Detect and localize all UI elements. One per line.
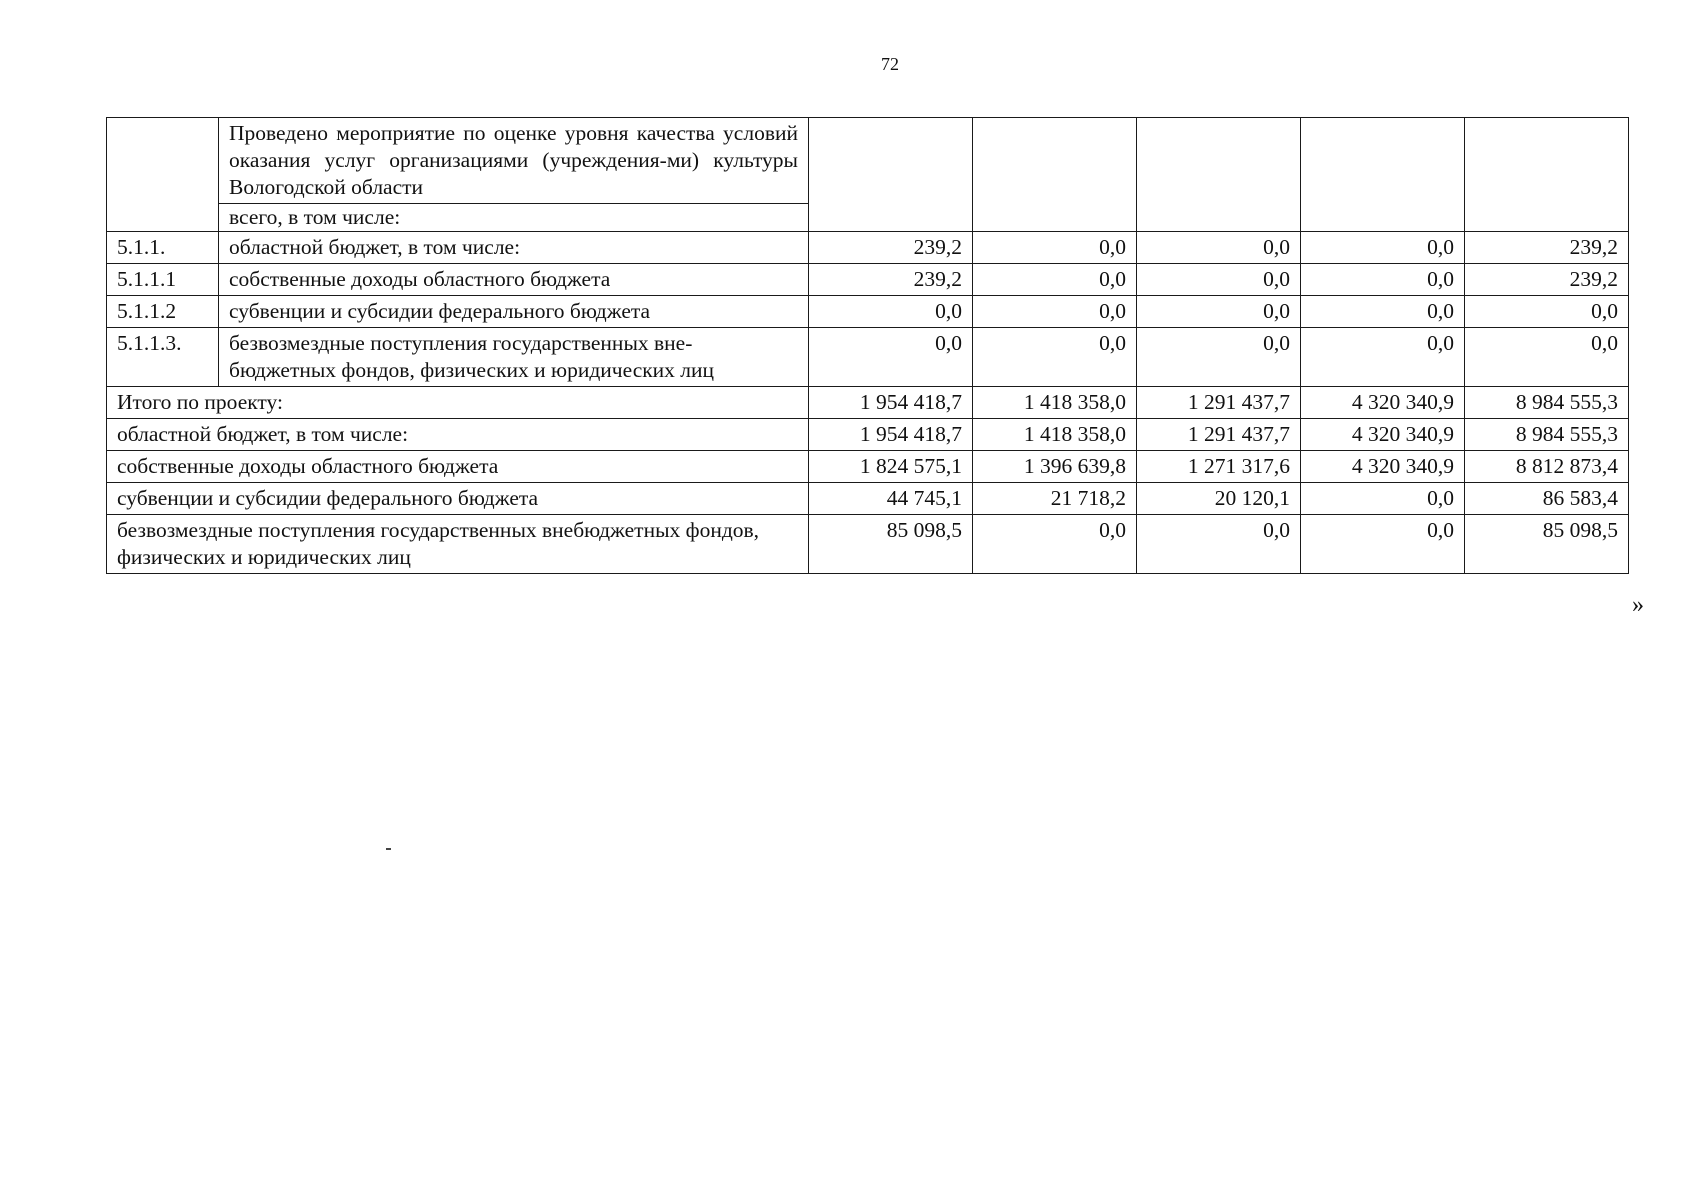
total-value: 0,0: [1137, 515, 1301, 574]
row-value: 239,2: [809, 232, 973, 264]
total-value: 8 984 555,3: [1465, 387, 1629, 419]
table-row: [107, 264, 1629, 296]
row-value: 0,0: [1465, 328, 1629, 387]
total-label: областной бюджет, в том числе:: [107, 419, 809, 451]
row-value: 239,2: [1465, 264, 1629, 296]
total-value: 0,0: [1301, 515, 1465, 574]
row-label: субвенции и субсидии федерального бюджета: [219, 296, 809, 328]
row-value: 0,0: [1137, 328, 1301, 387]
total-value: 8 984 555,3: [1465, 419, 1629, 451]
total-value: 44 745,1: [809, 483, 973, 515]
empty-value-cell: [1137, 118, 1301, 232]
total-value: 0,0: [1301, 483, 1465, 515]
total-value: 1 291 437,7: [1137, 387, 1301, 419]
row-label: собственные доходы областного бюджета: [219, 264, 809, 296]
empty-value-cell: [973, 118, 1137, 232]
row-label: областной бюджет, в том числе:: [219, 232, 809, 264]
total-value: 20 120,1: [1137, 483, 1301, 515]
total-value: 8 812 873,4: [1465, 451, 1629, 483]
row-code: 5.1.1.3.: [107, 328, 219, 387]
total-value: 1 418 358,0: [973, 419, 1137, 451]
row-value: 0,0: [973, 296, 1137, 328]
table-row: [107, 328, 1629, 387]
total-value: 1 271 317,6: [1137, 451, 1301, 483]
row-value: 0,0: [1301, 264, 1465, 296]
measure-code-cell: [107, 118, 219, 232]
total-label: Итого по проекту:: [107, 387, 809, 419]
budget-table: [106, 117, 1629, 574]
total-row: [107, 451, 1629, 483]
total-value: 4 320 340,9: [1301, 451, 1465, 483]
row-value: 0,0: [1301, 296, 1465, 328]
row-value: 239,2: [809, 264, 973, 296]
empty-value-cell: [1301, 118, 1465, 232]
empty-value-cell: [1465, 118, 1629, 232]
empty-value-cell: [809, 118, 973, 232]
row-value: 0,0: [973, 232, 1137, 264]
row-value: 0,0: [1465, 296, 1629, 328]
total-row: [107, 419, 1629, 451]
total-value: 21 718,2: [973, 483, 1137, 515]
total-value: 4 320 340,9: [1301, 419, 1465, 451]
total-value: 4 320 340,9: [1301, 387, 1465, 419]
table-row: [107, 296, 1629, 328]
measure-title-row: [107, 118, 1629, 204]
row-value: 0,0: [1301, 328, 1465, 387]
measure-total-label: всего, в том числе:: [219, 204, 809, 232]
row-value: 0,0: [973, 264, 1137, 296]
total-value: 1 396 639,8: [973, 451, 1137, 483]
total-label: безвозмездные поступления государственных внебюджетных фондов, физических и юридических лиц: [107, 515, 809, 574]
page-number: 72: [881, 54, 899, 74]
total-value: 85 098,5: [809, 515, 973, 574]
row-value: 0,0: [973, 328, 1137, 387]
row-value: 0,0: [1301, 232, 1465, 264]
total-value: 1 291 437,7: [1137, 419, 1301, 451]
closing-quote-mark: »: [1632, 592, 1644, 618]
row-code: 5.1.1.: [107, 232, 219, 264]
total-value: 1 824 575,1: [809, 451, 973, 483]
row-code: 5.1.1.2: [107, 296, 219, 328]
scan-speck: [386, 848, 391, 850]
total-value: 1 418 358,0: [973, 387, 1137, 419]
row-value: 0,0: [809, 328, 973, 387]
total-value: 1 954 418,7: [809, 387, 973, 419]
row-value: 239,2: [1465, 232, 1629, 264]
row-code: 5.1.1.1: [107, 264, 219, 296]
total-value: 86 583,4: [1465, 483, 1629, 515]
table-row: [107, 232, 1629, 264]
total-label: субвенции и субсидии федерального бюджета: [107, 483, 809, 515]
row-value: 0,0: [1137, 264, 1301, 296]
total-value: 1 954 418,7: [809, 419, 973, 451]
row-value: 0,0: [1137, 296, 1301, 328]
total-row: [107, 483, 1629, 515]
total-value: 0,0: [973, 515, 1137, 574]
total-row: [107, 387, 1629, 419]
row-value: 0,0: [809, 296, 973, 328]
total-value: 85 098,5: [1465, 515, 1629, 574]
measure-title: Проведено мероприятие по оценке уровня качества условий оказания услуг организациями (учреждения-ми) культуры Вологодской области: [219, 118, 809, 204]
total-row: [107, 515, 1629, 574]
total-label: собственные доходы областного бюджета: [107, 451, 809, 483]
row-label: безвозмездные поступления государственных вне-бюджетных фондов, физических и юридических лиц: [219, 328, 809, 387]
row-value: 0,0: [1137, 232, 1301, 264]
